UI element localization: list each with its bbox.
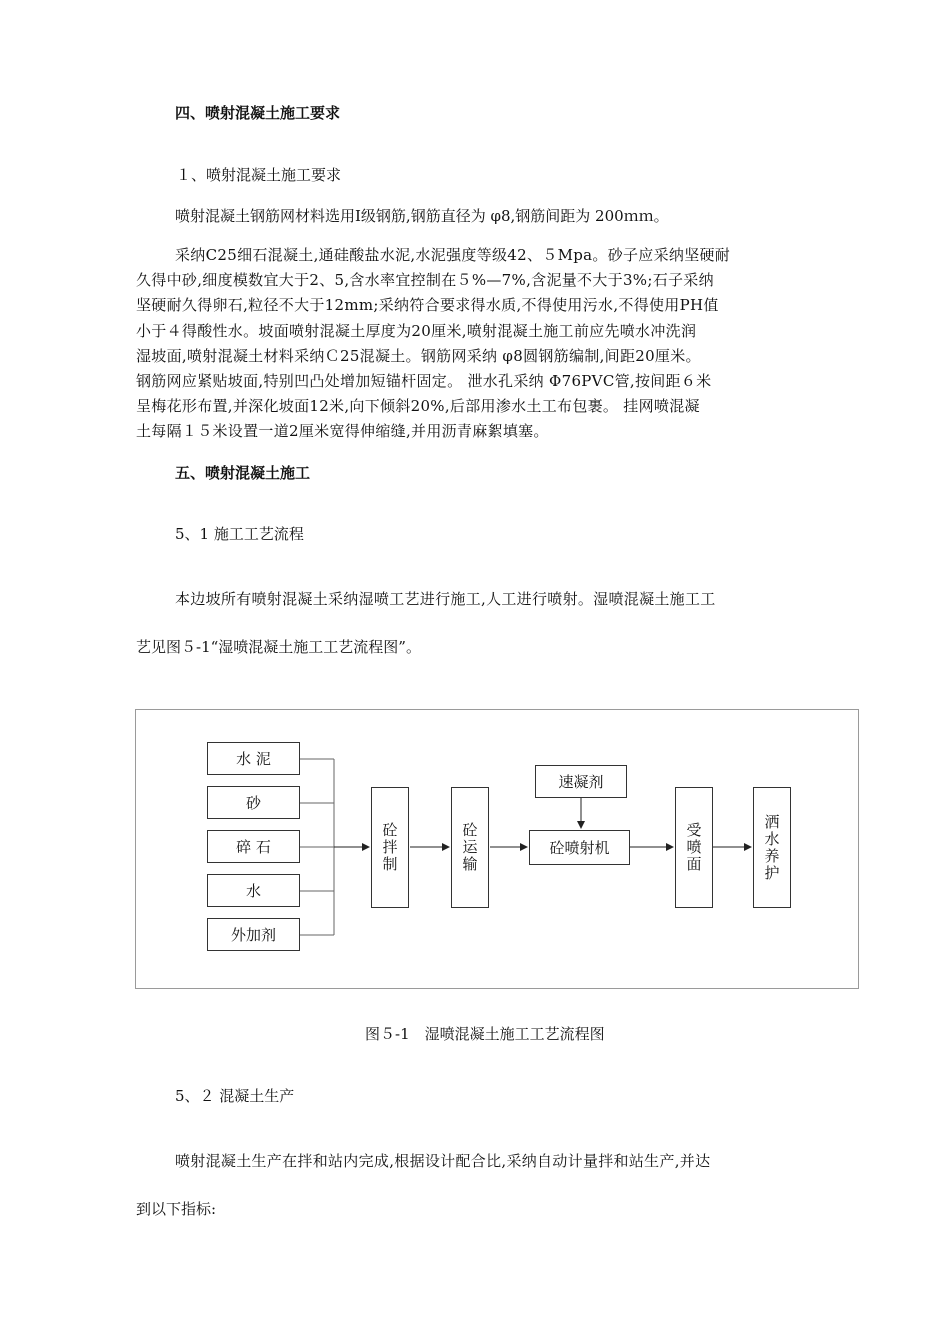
- para-line: 久得中砂,细度模数宜大于2、5,含水率宜控制在５%—7%,含泥量不大于3%;石子采纳: [136, 271, 714, 290]
- input-bracket-lines: [300, 759, 334, 935]
- concrete-spec-paragraph: [136, 243, 860, 445]
- process-paragraph-line2: 艺见图５-1“湿喷混凝土施工工艺流程图”。: [136, 638, 421, 656]
- para-line: 土每隔１５米设置一道2厘米宽得伸缩缝,并用沥青麻絮填塞。: [136, 422, 549, 441]
- flowchart-frame: [135, 709, 859, 989]
- input-gravel: 碎 石: [207, 830, 300, 863]
- figure-caption: 图５-1 湿喷混凝土施工工艺流程图: [365, 1025, 605, 1043]
- para-line: 采纳C25细石混凝土,通硅酸盐水泥,水泥强度等级42、５Mpa。砂子应采纳坚硬耐: [175, 246, 731, 264]
- section-5-heading: 五、喷射混凝土施工: [175, 464, 311, 482]
- input-sand: 砂: [207, 786, 300, 819]
- step-spray-surface: 受喷面: [675, 787, 713, 908]
- production-paragraph-line2: 到以下指标:: [136, 1200, 217, 1218]
- input-cement: 水 泥: [207, 742, 300, 775]
- subsection-1-heading: １、喷射混凝土施工要求: [176, 166, 342, 184]
- para-line: 钢筋网应紧贴坡面,特别凹凸处增加短锚杆固定。 泄水孔采纳 Φ76PVC管,按间距６米: [136, 372, 712, 391]
- accelerator: 速凝剂: [535, 765, 627, 798]
- step-transport: 砼运输: [451, 787, 489, 908]
- step-sprayer: 砼喷射机: [529, 830, 630, 865]
- rebar-paragraph: 喷射混凝土钢筋网材料选用Ⅰ级钢筋,钢筋直径为 φ8,钢筋间距为 200ｍｍ。: [175, 207, 669, 225]
- input-admixture: 外加剂: [207, 918, 300, 951]
- para-line: 小于４得酸性水。坡面喷射混凝土厚度为20厘米,喷射混凝土施工前应先喷水冲洗润: [136, 321, 697, 340]
- step-mixing: 砼拌制: [371, 787, 409, 908]
- step-curing: 洒水养护: [753, 787, 791, 908]
- para-line: 呈梅花形布置,并深化坡面12米,向下倾斜20%,后部用渗水土工布包裹。 挂网喷混凝: [136, 397, 700, 416]
- input-water: 水: [207, 874, 300, 907]
- section-4-heading: 四、喷射混凝土施工要求: [175, 104, 341, 122]
- para-line: 湿坡面,喷射混凝土材料采纳Ｃ25混凝土。钢筋网采纳 φ8圆钢筋编制,间距20厘米。: [136, 346, 701, 365]
- subsection-5-1-heading: 5、1 施工工艺流程: [175, 525, 304, 543]
- process-paragraph-line1: 本边坡所有喷射混凝土采纳湿喷工艺进行施工,人工进行喷射。湿喷混凝土施工工: [175, 590, 716, 608]
- production-paragraph-line1: 喷射混凝土生产在拌和站内完成,根据设计配合比,采纳自动计量拌和站生产,并达: [175, 1152, 711, 1170]
- para-line: 坚硬耐久得卵石,粒径不大于12mm;采纳符合要求得水质,不得使用污水,不得使用PH值: [136, 296, 719, 315]
- subsection-5-2-heading: 5、２ 混凝土生产: [175, 1087, 295, 1105]
